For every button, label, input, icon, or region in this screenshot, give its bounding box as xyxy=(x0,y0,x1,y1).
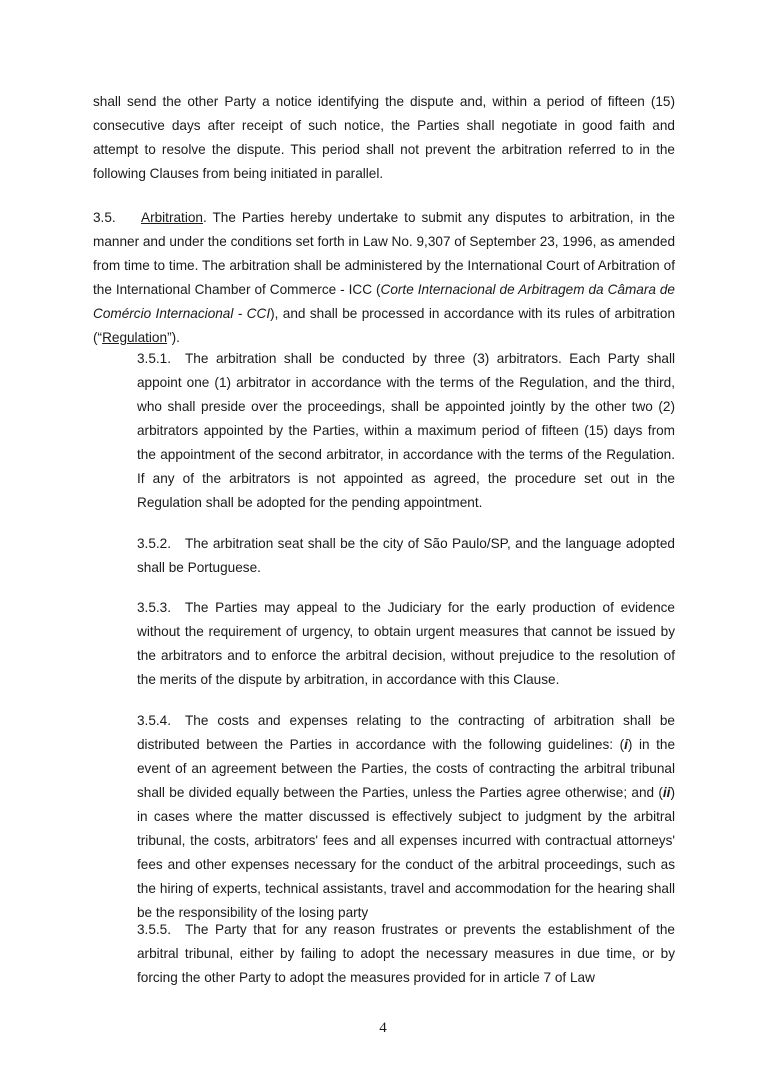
clause-3-5-3-number: 3.5.3. xyxy=(137,600,172,615)
clause-3-5-4-marker-1: i xyxy=(624,737,628,752)
clause-3-5-4 xyxy=(137,709,675,925)
clause-3-5-3 xyxy=(137,596,675,692)
clause-3-5-heading: Arbitration xyxy=(141,210,203,225)
clause-3-5-1-number: 3.5.1. xyxy=(137,351,172,366)
clause-3-5-2 xyxy=(137,532,675,580)
clause-3-5-1-text: The arbitration shall be conducted by three (3) arbitrators. Each Party shall appoint one (1) arbitrator in accordance with the terms of the Regulation, and the third, who shall preside over the proceedings, shall be appointed jointly by the other two (2) arbitrators appointed by the Parties, within a maximum period of fifteen (15) days from the appointment of the second arbitrator, in accordance with the terms of the Regulation. If any of the arbitrators is not appointed as agreed, the procedure set out in the Regulation shall be adopted for the pending appointment. xyxy=(137,351,675,510)
clause-3-5-1 xyxy=(137,347,675,515)
clause-3-5-2-number: 3.5.2. xyxy=(137,536,172,551)
clause-3-5-2-text: The arbitration seat shall be the city of São Paulo/SP, and the language adopted shall be Portuguese. xyxy=(137,536,675,575)
clause-3-5-text-1: . The Parties hereby undertake to submit any disputes to arbitration, in the manner and under the conditions set forth in Law No. 9,307 of September 23, 1996, as amended from time to time. The arbitration shall be administered by the International Court of Arbitration of the International Chamber of Commerce - ICC ( xyxy=(93,210,675,297)
clause-3-5-4-text-3: ) in cases where the matter discussed is effectively subject to judgment by the arbitral tribunal, the costs, arbitrators' fees and all expenses incurred with contractual attorneys' fees and other expenses necessary for the conduct of the arbitral proceedings, such as the hiring of experts, technical assistants, travel and accommodation for the hearing shall be the responsibility of the losing party xyxy=(137,785,675,920)
clause-3-5-italic-name: Corte Internacional de Arbitragem da Câmara de Comércio Internacional - CCI xyxy=(93,282,675,321)
clause-3-5-4-number: 3.5.4. xyxy=(137,713,172,728)
clause-3-5-text-3: ”). xyxy=(167,330,180,345)
clause-3-5-5-number: 3.5.5. xyxy=(137,922,172,937)
clause-3-5-4-marker-2: ii xyxy=(662,785,671,800)
clause-3-5 xyxy=(93,206,675,350)
clause-3-5-4-text-1: The costs and expenses relating to the contracting of arbitration shall be distributed between the Parties in accordance with the following guidelines: ( xyxy=(137,713,675,752)
page-number: 4 xyxy=(379,1020,387,1036)
clause-3-5-defined-term: Regulation xyxy=(102,330,168,345)
clause-3-5-5 xyxy=(137,918,675,990)
clause-3-5-4-text-2: ) in the event of an agreement between the Parties, the costs of contracting the arbitral tribunal shall be divided equally between the Parties, unless the Parties agree otherwise; and ( xyxy=(137,737,676,800)
clause-3-5-5-text: The Party that for any reason frustrates or prevents the establishment of the arbitral tribunal, either by failing to adopt the necessary measures in due time, or by forcing the other Party to adopt the measures provided for in article 7 of Law xyxy=(137,922,675,985)
clause-3-5-text-2: ), and shall be processed in accordance with its rules of arbitration (“ xyxy=(93,306,676,345)
clause-3-5-number: 3.5. xyxy=(93,210,116,225)
intro-paragraph: shall send the other Party a notice identifying the dispute and, within a period of fifteen (15) consecutive days after receipt of such notice, the Parties shall negotiate in good faith and attempt to resolve the dispute. This period shall not prevent the arbitration referred to in the following Clauses from being initiated in parallel. xyxy=(93,94,675,181)
clause-3-5-3-text: The Parties may appeal to the Judiciary for the early production of evidence without the requirement of urgency, to obtain urgent measures that cannot be issued by the arbitrators and to enforce the arbitral decision, without prejudice to the resolution of the merits of the dispute by arbitration, in accordance with this Clause. xyxy=(137,600,675,687)
